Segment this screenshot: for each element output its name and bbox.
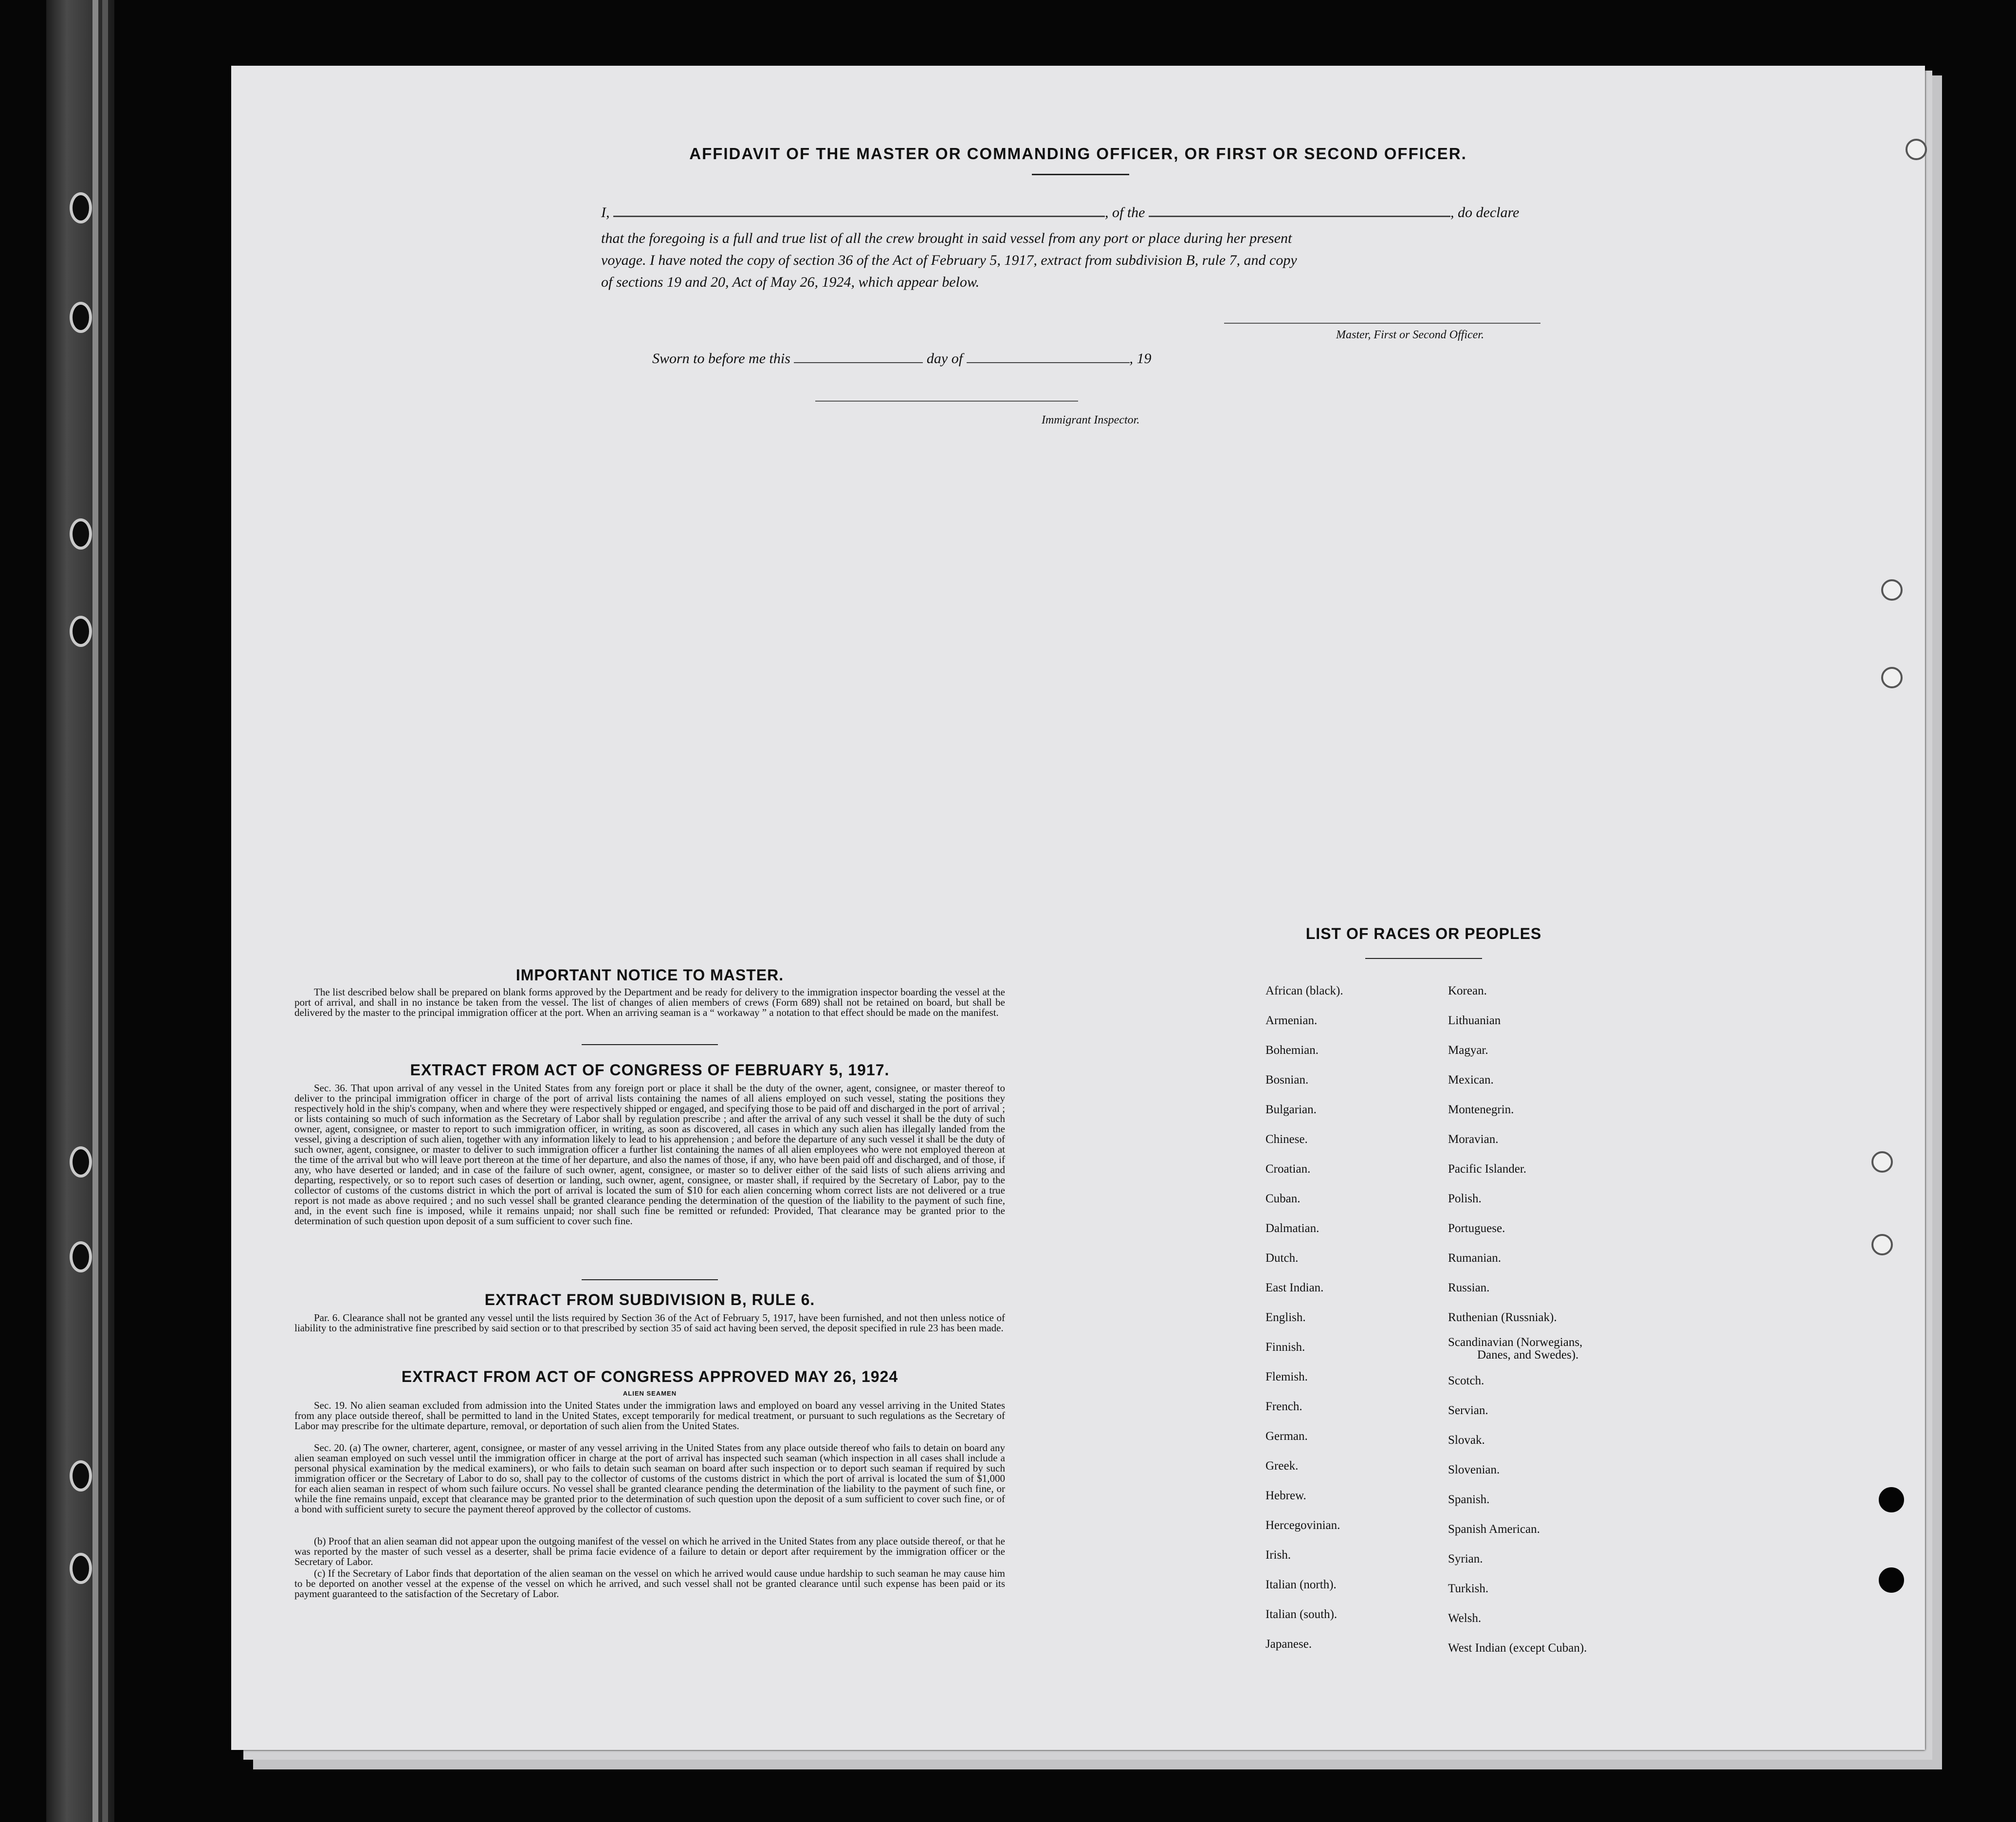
race-item: Scotch. (1448, 1374, 1485, 1387)
notice-title: IMPORTANT NOTICE TO MASTER. (515, 966, 784, 984)
punch-hole (1871, 1151, 1893, 1173)
affidavit-title: AFFIDAVIT OF THE MASTER OR COMMANDING OFFICER, OR FIRST OR SECOND OFFICER. (689, 145, 1467, 163)
race-item: Bohemian. (1265, 1044, 1319, 1057)
race-item: German. (1265, 1430, 1308, 1443)
race-item: Slovenian. (1448, 1463, 1500, 1476)
extract-1917-text: Sec. 36. That upon arrival of any vessel in the United States from any foreign port or place it shall be the duty of the owner, agent, consignee, or master thereof to deliver to the principal immigration officer in charge of the port of arrival lists containing the names of all aliens employed on such vessel, stating the positions they respectively hold in the ship's company, when and where they were respectively shipped or engaged, and specifying those to be paid off and discharged in the port of arrival ; or lists containing so much of such information as the Secretary of Labor shall by regulation prescribe ; and after the arrival of any such vessel it shall be the duty of such owner, agent, consignee, or master to report to such immigration officer, in writing, as soon as discovered, all cases in which any such alien has illegally landed from the vessel, giving a description of such alien, together with any information likely to lead to his apprehension ; and before the departure of any such vessel it shall be the duty of such owner, agent, consignee, or master to deliver to such immigration officer a further list containing the names of all alien employees who were not employed thereon at the time of the arrival but who will leave port thereon at the time of her departure, and also the names of those, if any, who have been paid off and discharged, and of those, if any, who have deserted or landed; and in case of the failure of such owner, agent, consignee, or master so to deliver either of the said lists of such aliens arriving and departing, respectively, or so to report such cases of desertion or landing, such owner, agent, consignee, or master shall, if required by the Secretary of Labor, pay to the collector of customs of the customs district in which the port of arrival is located the sum of $10 for each alien concerning whom correct lists are not delivered or a true report is not made as above required ; and no such vessel shall be granted clearance pending the determination of the question of the liability to the payment of such fine, and, in the event such fine is imposed, while it remains unpaid; nor shall such fine be remitted or refunded: Provided, That clearance may be granted prior to the determination of such question upon deposit of a sum sufficient to cover such fine. (294, 1082, 1005, 1227)
affidavit-line-1 (601, 204, 1565, 221)
affidavit-line-2: that the foregoing is a full and true list of all the crew brought in said vessel from any port or place during her present (601, 230, 1292, 246)
affidavit-text: , do declare (1450, 204, 1520, 221)
race-item: Pacific Islander. (1448, 1162, 1527, 1176)
extract-1924-sec20c: (c) If the Secretary of Labor finds that deportation of the alien seaman on the vessel on which he arrived would cause undue hardship to such seaman he may cause him to be deported on another vessel at the expense of the vessel on which he arrived, and such vessel shall not be granted clearance until such expense has been paid or its payment guaranteed to the satisfaction of the Secretary of Labor. (294, 1567, 1005, 1600)
races-right-column (1448, 976, 1652, 1663)
race-item: Dutch. (1265, 1251, 1299, 1265)
race-item: Danes, and Swedes). (1477, 1348, 1579, 1362)
month-blank[interactable] (967, 362, 1130, 363)
title-divider (1032, 174, 1129, 175)
punch-hole (1881, 579, 1903, 601)
race-item: Turkish. (1448, 1582, 1489, 1595)
binder-hole (70, 518, 92, 550)
binder-hole (70, 1460, 92, 1491)
race-item: Irish. (1265, 1548, 1291, 1562)
name-blank[interactable] (613, 216, 1105, 217)
punch-hole (1881, 667, 1903, 688)
affidavit-line-3: voyage. I have noted the copy of section 36 of the Act of February 5, 1917, extract from subdivision B, rule 7, and copy (601, 252, 1297, 268)
race-item: Scandinavian (Norwegians, Danes, and Swedes). (1448, 1332, 1652, 1366)
race-item: Lithuanian (1448, 1014, 1501, 1027)
races-divider (1365, 958, 1482, 959)
sworn-line (652, 350, 1152, 367)
signature-line[interactable] (1224, 323, 1540, 324)
sworn-text: , 19 (1129, 350, 1152, 367)
race-item: Moravian. (1448, 1133, 1499, 1146)
binder-hole (70, 1241, 92, 1272)
sworn-text: day of (926, 350, 963, 367)
extract-1924-title: EXTRACT FROM ACT OF CONGRESS APPROVED MAY 26, 1924 (401, 1368, 898, 1385)
affidavit-text: , of the (1105, 204, 1145, 221)
race-item: Bulgarian. (1265, 1103, 1317, 1116)
race-item: Armenian. (1265, 1014, 1318, 1027)
race-item: Chinese. (1265, 1133, 1308, 1146)
form-page (231, 66, 1925, 1750)
races-title: LIST OF RACES OR PEOPLES (1305, 925, 1542, 942)
affidavit-line-4: of sections 19 and 20, Act of May 26, 1924, which appear below. (601, 274, 980, 290)
race-item: Mexican. (1448, 1073, 1494, 1086)
race-item: Russian. (1448, 1281, 1490, 1294)
race-item: Slovak. (1448, 1434, 1485, 1447)
race-item: Polish. (1448, 1192, 1482, 1205)
binder-hole (70, 616, 92, 647)
race-item: French. (1265, 1400, 1302, 1413)
race-item: Cuban. (1265, 1192, 1301, 1205)
race-item: Finnish. (1265, 1341, 1305, 1354)
race-item: Hebrew. (1265, 1489, 1306, 1502)
binder-hole (70, 302, 92, 333)
race-item: Italian (south). (1265, 1608, 1338, 1621)
races-left-column (1265, 976, 1426, 1659)
race-item: Japanese. (1265, 1638, 1312, 1651)
race-item: Ruthenian (Russniak). (1448, 1311, 1557, 1324)
race-item: Dalmatian. (1265, 1222, 1320, 1235)
notice-text: The list described below shall be prepared on blank forms approved by the Department and be ready for delivery to the immigration inspector boarding the vessel at the port of arrival, and shall in no instance be taken from the vessel. The list of changes of alien members of crews (Form 689) shall not be retained on board, but shall be delivered by the master to the principal immigration officer at the port. When an arriving seaman is a “ workaway ” a notation to that effect should be made on the manifest. (294, 986, 1005, 1018)
section-divider (582, 1044, 718, 1045)
inspector-signature-line[interactable] (815, 401, 1078, 402)
inspector-label: Immigrant Inspector. (1042, 414, 1140, 426)
extract-1917-title: EXTRACT FROM ACT OF CONGRESS OF FEBRUARY 5, 1917. (410, 1061, 890, 1079)
binder-hole (70, 1553, 92, 1584)
binder-hole (70, 1146, 92, 1178)
race-item: Bosnian. (1265, 1073, 1309, 1086)
race-item: Croatian. (1265, 1162, 1311, 1176)
extract-1924-subtitle: ALIEN SEAMEN (623, 1390, 677, 1397)
section-divider (582, 1279, 718, 1280)
race-item: Italian (north). (1265, 1578, 1337, 1591)
affidavit-text: I, (601, 204, 610, 221)
race-item: Montenegrin. (1448, 1103, 1514, 1116)
race-item: East Indian. (1265, 1281, 1324, 1294)
race-item: Korean. (1448, 984, 1487, 997)
race-item: West Indian (except Cuban). (1448, 1641, 1587, 1655)
race-item: Welsh. (1448, 1612, 1482, 1625)
race-item: Magyar. (1448, 1044, 1488, 1057)
vessel-blank[interactable] (1149, 216, 1450, 217)
race-item: Flemish. (1265, 1370, 1308, 1383)
punch-hole (1871, 1234, 1893, 1255)
race-item: African (black). (1265, 984, 1343, 997)
signature-label: Master, First or Second Officer. (1336, 329, 1484, 341)
race-item: Spanish American. (1448, 1523, 1540, 1536)
day-blank[interactable] (794, 362, 923, 363)
race-item: English. (1265, 1311, 1306, 1324)
race-item: Portuguese. (1448, 1222, 1505, 1235)
race-item: Greek. (1265, 1459, 1299, 1472)
race-item: Rumanian. (1448, 1251, 1502, 1265)
extract-rule6-text: Par. 6. Clearance shall not be granted any vessel until the lists required by Section 36 of the Act of February 5, 1917, have been furnished, and not then unless notice of liability to the administrative fine prescribed by said section or to that prescribed by section 35 of said act having been served, the deposit specified in rule 23 has been made. (294, 1312, 1005, 1334)
page-edge (102, 0, 108, 1822)
page-edge (92, 0, 98, 1822)
extract-1924-sec19: Sec. 19. No alien seaman excluded from admission into the United States under the immigration laws and employed on board any vessel arriving in the United States from any place outside thereof, shall be permitted to land in the United States, except temporarily for medical treatment, or pursuant to such regulations as the Secretary of Labor may prescribe for the ultimate departure, removal, or deportation of such alien from the United States. (294, 1399, 1005, 1432)
race-item: Hercegovinian. (1265, 1519, 1340, 1532)
punch-hole (1879, 1567, 1904, 1593)
extract-rule6-title: EXTRACT FROM SUBDIVISION B, RULE 6. (484, 1291, 815, 1308)
punch-hole (1879, 1487, 1904, 1512)
race-item: Servian. (1448, 1404, 1488, 1417)
race-item: Syrian. (1448, 1552, 1483, 1565)
binder-hole (70, 192, 92, 223)
sworn-text: Sworn to before me this (652, 350, 790, 367)
extract-1924-sec20a: Sec. 20. (a) The owner, charterer, agent, consignee, or master of any vessel arriving in the United States from any place outside thereof who fails to detain on board any alien seaman employed on such vessel until the immigration officer in charge at the port of arrival has inspected such seaman (which inspection in all cases shall include a personal physical examination by the medical examiners), or who fails to detain such seaman on board after such inspection or to deport such seaman if required by such immigration officer or the Secretary of Labor to do so, shall pay to the collector of customs of the customs district in which the port of arrival is located the sum of $1,000 for each alien seaman in respect of whom such failure occurs. No vessel shall be granted clearance pending the determination of the liability to the payment of such fine, or while the fine remains unpaid, except that clearance may be granted prior to the determination of such question upon the deposit of a sum sufficient to cover such fine, or of a bond with sufficient surety to secure the payment thereof approved by the collector of customs. (294, 1442, 1005, 1515)
race-item: Spanish. (1448, 1493, 1490, 1506)
extract-1924-sec20b: (b) Proof that an alien seaman did not appear upon the outgoing manifest of the vessel on which he arrived in the United States from any place outside thereof, or that he was reported by the master of such vessel as a deserter, shall be prima facie evidence of a failure to detain or deport after requirement by the immigration officer or the Secretary of Labor. (294, 1535, 1005, 1567)
